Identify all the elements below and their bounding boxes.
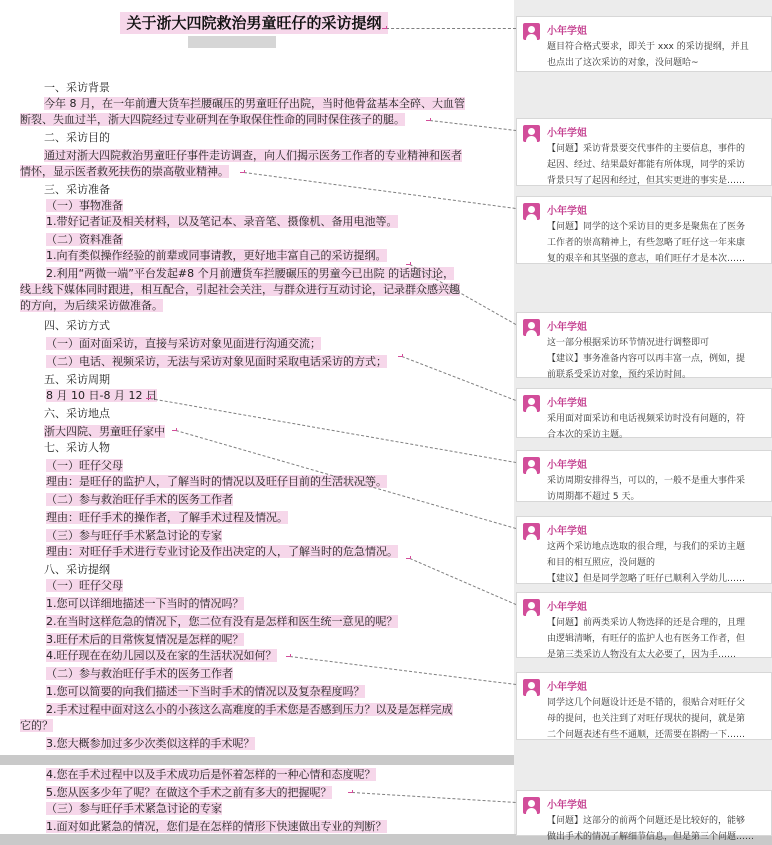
document-line xyxy=(46,702,453,717)
comment-author: 小年学姐 xyxy=(547,602,587,613)
comment-author: 小年学姐 xyxy=(547,460,587,471)
comment-line: 同学这几个问题设计还是不错的，很贴合对旺仔父 xyxy=(547,698,746,708)
comment-anchor-mark xyxy=(398,354,403,357)
line-text: 七、采访人物 xyxy=(44,441,110,454)
document-line xyxy=(20,282,460,297)
line-text: 8 月 10 日-8 月 12 日 xyxy=(46,389,157,402)
comment-line: 工作者的崇高精神上，有些忽略了旺仔这一年来康 xyxy=(547,238,746,248)
document-line xyxy=(44,424,165,439)
comment-text xyxy=(547,473,765,505)
comment-anchor-mark xyxy=(146,396,151,399)
document-line xyxy=(46,666,233,681)
document-line xyxy=(46,614,398,629)
comment-line: 【问题】同学的这个采访目的更多是聚焦在了医务 xyxy=(547,222,746,232)
comment-author: 小年学姐 xyxy=(547,526,587,537)
document-line xyxy=(46,492,233,507)
comment-line: 二个问题表述有些不通顺，还需要在斟酌一下…… xyxy=(547,730,746,740)
user-avatar-icon xyxy=(523,679,540,696)
comment-card[interactable] xyxy=(516,672,772,740)
document-line xyxy=(46,632,244,647)
line-text: 理由：是旺仔的监护人，了解当时的情况以及旺仔目前的生活状况等。 xyxy=(46,475,387,488)
user-avatar-icon xyxy=(523,599,540,616)
user-avatar-icon xyxy=(523,395,540,412)
line-text: 理由：旺仔手术的操作者，了解手术过程及情况。 xyxy=(46,511,288,524)
comment-card[interactable] xyxy=(516,118,772,186)
line-text: 1.面对如此紧急的情况，您们是在怎样的情形下快速做出专业的判断？ xyxy=(46,820,387,833)
comment-connector xyxy=(386,28,516,29)
document-line xyxy=(46,528,222,543)
comment-line: 访周期都不超过 5 天。 xyxy=(547,492,640,502)
document-line xyxy=(20,298,163,313)
line-text: 1.向有类似操作经验的前辈或同事请教，更好地丰富自己的采访提纲。 xyxy=(46,249,387,262)
line-text: 一、采访背景 xyxy=(44,81,110,94)
comment-line: 复的艰辛和其坚强的意志，咱们旺仔才是本次…… xyxy=(547,254,746,264)
document-line xyxy=(44,318,110,333)
comment-anchor-mark xyxy=(406,556,411,559)
document-line xyxy=(46,736,255,751)
user-avatar-icon xyxy=(523,457,540,474)
line-text: 通过对浙大四院救治男童旺仔事件走访调查，向人们揭示医务工作者的专业精神和医者 xyxy=(44,149,462,162)
document-line xyxy=(46,596,244,611)
line-text: 三、采访准备 xyxy=(44,183,110,196)
comment-line: 由逻辑清晰，有旺仔的监护人也有医务工作者，但 xyxy=(547,634,746,644)
comment-text xyxy=(547,141,765,189)
document-line xyxy=(46,684,365,699)
line-text: （二）电话、视频采访，无法与采访对象见面时采取电话采访的方式； xyxy=(46,355,387,368)
document-line xyxy=(46,578,123,593)
comment-author: 小年学姐 xyxy=(547,398,587,409)
line-text: 断裂、失血过半，浙大四院经过专业研判在争取保住性命的同时保住孩子的腿。 xyxy=(20,113,405,126)
comment-line: 这两个采访地点选取的很合理，与我们的采访主题 xyxy=(547,542,746,552)
line-text: 4.您在手术过程中以及手术成功后是怀着怎样的一种心情和态度呢？ xyxy=(46,768,376,781)
comment-line: 做出手术的情况了解细节信息，但是第三个问题…… xyxy=(547,832,755,842)
line-text: （一）旺仔父母 xyxy=(46,579,123,592)
line-text: 理由：对旺仔手术进行专业讨论及作出决定的人，了解当时的危急情况。 xyxy=(46,545,398,558)
line-text: 四、采访方式 xyxy=(44,319,110,332)
document-line xyxy=(46,266,454,281)
user-avatar-icon xyxy=(523,203,540,220)
line-text: （一）事物准备 xyxy=(46,199,123,212)
comment-author: 小年学姐 xyxy=(547,682,587,693)
document-line xyxy=(46,336,321,351)
line-text: 今年 8 月，在一年前遭大货车拦腰碾压的男童旺仔出院，当时他骨盆基本全碎、大血管 xyxy=(44,97,465,110)
document-line xyxy=(44,96,465,111)
document-line xyxy=(46,648,277,663)
line-text: （二）参与救治旺仔手术的医务工作者 xyxy=(46,493,233,506)
document-line xyxy=(46,510,288,525)
comment-card[interactable] xyxy=(516,450,772,502)
comment-line: 【问题】采访背景要交代事件的主要信息，事件的 xyxy=(547,144,746,154)
line-text: 五、采访周期 xyxy=(44,373,110,386)
line-text: 4.旺仔现在在幼儿园以及在家的生活状况如何？ xyxy=(46,649,277,662)
document-line xyxy=(46,248,387,263)
line-text: 5.您从医多少年了呢？在做这个手术之前有多大的把握呢？ xyxy=(46,786,332,799)
comment-line: 合本次的采访主题。 xyxy=(547,430,629,440)
document-line xyxy=(46,198,123,213)
comment-line: 采用面对面采访和电话视频采访时没有问题的，符 xyxy=(547,414,746,424)
document-line xyxy=(44,562,110,577)
document-line xyxy=(44,148,462,163)
line-text: 1.您可以详细地描述一下当时的情况吗？ xyxy=(46,597,244,610)
comment-author: 小年学姐 xyxy=(547,26,587,37)
line-text: 1.您可以简要的向我们描述一下当时手术的情况以及复杂程度吗？ xyxy=(46,685,365,698)
line-text: 八、采访提纲 xyxy=(44,563,110,576)
user-avatar-icon xyxy=(523,23,540,40)
comment-line: 前联系受采访对象，预约采访时间。 xyxy=(547,370,692,380)
comment-line: 和目的相互照应，没问题的 xyxy=(547,558,656,568)
document-line xyxy=(46,801,222,816)
document-line xyxy=(44,406,110,421)
comment-card[interactable] xyxy=(516,592,772,658)
line-text: （二）参与救治旺仔手术的医务工作者 xyxy=(46,667,233,680)
comment-line: 题目符合格式要求，即关于 xxx 的采访提纲，并且 xyxy=(547,42,749,52)
line-text: 六、采访地点 xyxy=(44,407,110,420)
line-text: 的方向，为后续采访做准备。 xyxy=(20,299,163,312)
comment-line: 这一部分根据采访环节情况进行调整即可 xyxy=(547,338,710,348)
line-text: 浙大四院、男童旺仔家中 xyxy=(44,425,165,438)
comment-text xyxy=(547,695,765,743)
comment-text xyxy=(547,411,765,443)
line-text: （三）参与旺仔手术紧急讨论的专家 xyxy=(46,529,222,542)
redacted-strip xyxy=(188,36,276,48)
document-line xyxy=(46,354,387,369)
comment-author: 小年学姐 xyxy=(547,322,587,333)
user-avatar-icon xyxy=(523,797,540,814)
comment-card[interactable] xyxy=(516,516,772,584)
comment-card[interactable] xyxy=(516,196,772,264)
comment-line: 母的提问，也关注到了对旺仔现状的提问，就是第 xyxy=(547,714,746,724)
document-line xyxy=(44,130,110,145)
document-line xyxy=(46,232,123,247)
comment-line: 【建议】事务准备内容可以再丰富一点，例如，提 xyxy=(547,354,746,364)
document-line xyxy=(44,182,110,197)
document-line xyxy=(44,372,110,387)
comment-anchor-mark xyxy=(172,428,177,431)
line-text: （一）面对面采访，直接与采访对象见面进行沟通交流； xyxy=(46,337,321,350)
comment-text xyxy=(547,335,765,383)
comment-anchor-mark xyxy=(382,26,387,29)
document-line xyxy=(46,388,157,403)
document-line xyxy=(46,767,376,782)
comment-line: 背景只写了起因和经过，但其实更进的事实是…… xyxy=(547,176,746,186)
comment-line: 也点出了这次采访的对象，没问题哈~ xyxy=(547,58,699,68)
line-text: 情怀，显示医者救死扶伤的崇高敬业精神。 xyxy=(20,165,229,178)
comment-line: 【问题】前两类采访人物选择的还是合理的，且理 xyxy=(547,618,746,628)
document-line xyxy=(46,819,387,834)
comment-text xyxy=(547,219,765,267)
line-text: 二、采访目的 xyxy=(44,131,110,144)
comment-text xyxy=(547,39,765,71)
user-avatar-icon xyxy=(523,319,540,336)
line-text: 3.您大概参加过多少次类似这样的手术呢？ xyxy=(46,737,255,750)
line-text: 它的？ xyxy=(20,719,53,732)
user-avatar-icon xyxy=(523,125,540,142)
document-line xyxy=(20,112,405,127)
comment-anchor-mark xyxy=(426,118,431,121)
line-text: 2.手术过程中面对这么小的小孩这么高难度的手术您是否感到压力？以及是怎样完成 xyxy=(46,703,453,716)
comment-card[interactable] xyxy=(516,790,772,842)
user-avatar-icon xyxy=(523,523,540,540)
comment-text xyxy=(547,615,765,663)
line-text: 1.带好记者证及相关材料，以及笔记本、录音笔、摄像机、备用电池等。 xyxy=(46,215,398,228)
comment-line: 起因、经过、结果最好都能有所体现，同学的采访 xyxy=(547,160,746,170)
document-line xyxy=(44,440,110,455)
document-line xyxy=(20,718,53,733)
comment-anchor-mark xyxy=(240,170,245,173)
comment-author: 小年学姐 xyxy=(547,128,587,139)
document-line xyxy=(46,214,398,229)
comment-line: 是第三类采访人物没有太大必要了，因为手…… xyxy=(547,650,737,660)
comment-author: 小年学姐 xyxy=(547,800,587,811)
comment-text xyxy=(547,813,765,845)
comment-author: 小年学姐 xyxy=(547,206,587,217)
comment-card[interactable] xyxy=(516,388,772,438)
line-text: 2.利用“两微一端”平台发起#8 个月前遭货车拦腰碾压的男童今已出院 的话题讨论， xyxy=(46,267,455,280)
comment-card[interactable] xyxy=(516,16,772,72)
comment-line: 【建议】但是同学忽略了旺仔已顺利入学幼儿…… xyxy=(547,574,746,584)
document-page-2 xyxy=(0,765,514,834)
document-title: 关于浙大四院救治男童旺仔的采访提纲 xyxy=(120,12,388,34)
line-text: （一）旺仔父母 xyxy=(46,459,123,472)
document-line xyxy=(46,458,123,473)
line-text: 线上线下媒体同时跟进，相互配合，引起社会关注，与群众进行互动讨论，记录群众感兴趣 xyxy=(20,283,460,296)
comment-text xyxy=(547,539,765,587)
comment-anchor-mark xyxy=(348,790,353,793)
line-text: （二）资料准备 xyxy=(46,233,123,246)
comment-line: 【问题】这部分的前两个问题还是比较好的，能够 xyxy=(547,816,746,826)
document-line xyxy=(44,80,110,95)
document-line xyxy=(46,785,332,800)
line-text: 2.在当时这样危急的情况下，您二位有没有是怎样和医生统一意见的呢？ xyxy=(46,615,398,628)
line-text: 3.旺仔术后的日常恢复情况是怎样的呢？ xyxy=(46,633,244,646)
line-text: （三）参与旺仔手术紧急讨论的专家 xyxy=(46,802,222,815)
comment-line: 采访周期安排得当，可以的，一般不是重大事件采 xyxy=(547,476,746,486)
comment-anchor-mark xyxy=(406,262,411,265)
document-line xyxy=(20,164,229,179)
comment-anchor-mark xyxy=(286,654,291,657)
document-line xyxy=(46,544,398,559)
comment-card[interactable] xyxy=(516,312,772,378)
